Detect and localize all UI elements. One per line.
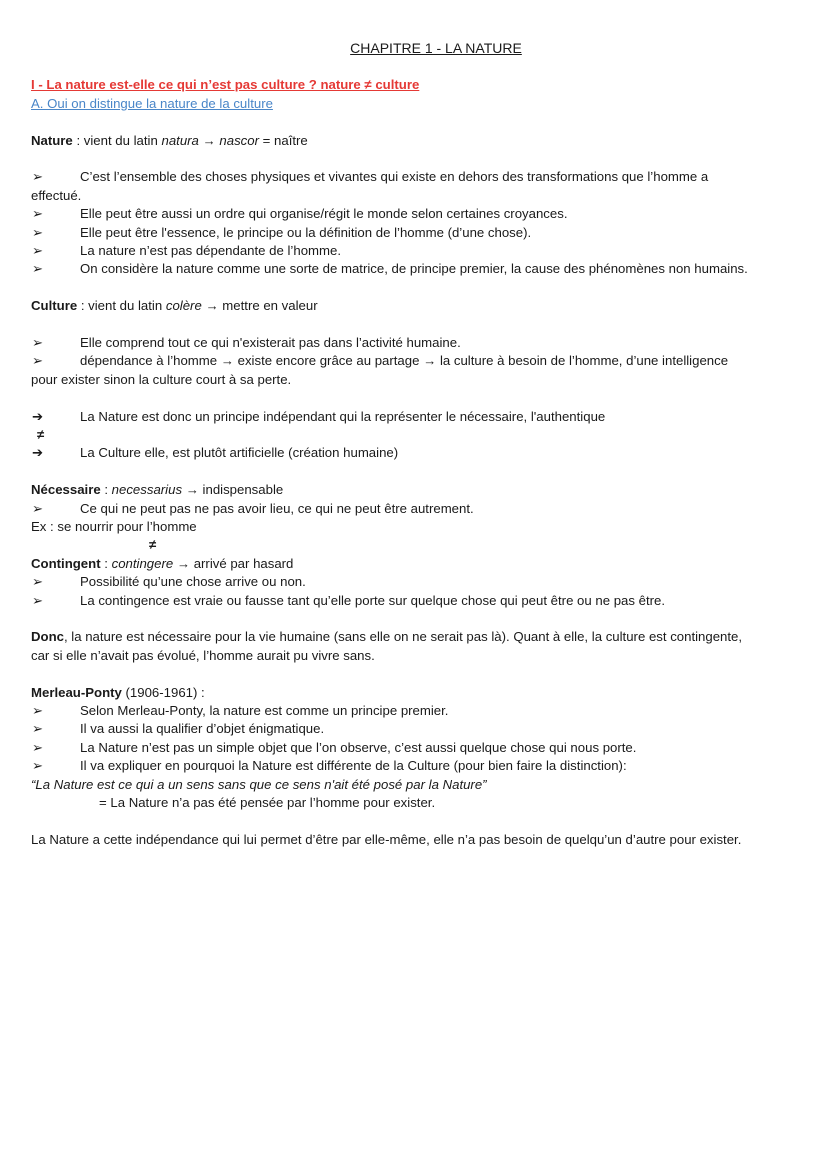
arrow-icon: ➔ <box>32 408 44 424</box>
list-item: ➢ Possibilité qu’une chose arrive ou non. <box>31 573 801 591</box>
term-culture: Culture <box>31 298 78 314</box>
summary-item: ➔ La Culture elle, est plutôt artificielle (création humaine) <box>31 444 801 462</box>
list-item: ➢ La nature n’est pas dépendante de l’homme. <box>31 242 801 260</box>
merleau-ponty-heading: Merleau-Ponty (1906-1961) : <box>31 684 205 700</box>
bullet-icon: ➢ <box>32 500 44 516</box>
list-item: ➢ Elle peut être aussi un ordre qui organise/régit le monde selon certaines croyances. <box>31 205 801 223</box>
bullet-icon: ➢ <box>32 224 44 240</box>
quote: “La Nature est ce qui a un sens sans que ce sens n'ait été posé par la Nature” <box>31 776 487 792</box>
list-item: ➢ Il va aussi la qualifier d’objet énigmatique. <box>31 720 801 738</box>
list-item: ➢ Selon Merleau-Ponty, la nature est comme un principe premier. <box>31 702 801 720</box>
term-necessaire: Nécessaire <box>31 482 101 498</box>
bullet-icon: ➢ <box>32 169 44 185</box>
bullet-icon: ➢ <box>32 574 44 590</box>
list-item: ➢ La contingence est vraie ou fausse tant qu’elle porte sur quelque chose qui peut être ou ne pas être. <box>31 592 801 610</box>
list-item: ➢ Elle comprend tout ce qui n'existerait pas dans l’activité humaine. <box>31 334 801 352</box>
nature-definition: Nature : vient du latin natura → nascor = naître <box>31 132 308 148</box>
not-equal-sign: ≠ <box>149 537 157 553</box>
list-item: ➢ La Nature n’est pas un simple objet que l’on observe, c’est aussi quelque chose qui nous porte. <box>31 739 801 757</box>
list-item: ➢ Ce qui ne peut pas ne pas avoir lieu, ce qui ne peut être autrement. <box>31 500 801 518</box>
bullet-icon: ➢ <box>32 206 44 222</box>
document-page <box>31 38 801 849</box>
arrow-icon: ➔ <box>32 445 44 461</box>
list-item: ➢ On considère la nature comme une sorte de matrice, de principe premier, la cause des phénomènes non humains. <box>31 260 801 278</box>
bullet-icon: ➢ <box>32 739 44 755</box>
list-item: ➢ dépendance à l’homme → existe encore grâce au partage → la culture à besoin de l’homme, d’une intelligence <box>31 352 801 370</box>
contingent-definition: Contingent : contingere → arrivé par hasard <box>31 555 294 571</box>
bullet-icon: ➢ <box>32 703 44 719</box>
list-item: ➢ Elle peut être l'essence, le principe ou la définition de l’homme (d’une chose). <box>31 224 801 242</box>
conclusion-paragraph: La Nature a cette indépendance qui lui permet d’être par elle-même, elle n’a pas besoin de quelqu’un d’autre pour exister. <box>31 831 742 847</box>
bullet-icon: ➢ <box>32 721 44 737</box>
bullet-icon: ➢ <box>32 353 44 369</box>
list-item-continuation: pour exister sinon la culture court à sa perte. <box>31 371 292 387</box>
example-line: Ex : se nourrir pour l’homme <box>31 519 197 535</box>
term-nature: Nature <box>31 132 73 148</box>
section-heading: I - La nature est-elle ce qui n’est pas culture ? nature ≠ culture <box>31 77 420 93</box>
term-contingent: Contingent <box>31 555 101 571</box>
list-item-continuation: effectué. <box>31 187 82 203</box>
donc-paragraph-continuation: car si elle n’avait pas évolué, l’homme aurait pu vivre sans. <box>31 647 375 663</box>
term-merleau-ponty: Merleau-Ponty <box>31 684 122 700</box>
bullet-icon: ➢ <box>32 592 44 608</box>
not-equal-sign: ≠ <box>37 427 45 443</box>
list-item: ➢ C’est l’ensemble des choses physiques et vivantes qui existe en dehors des transformations que l’homme a <box>31 168 801 186</box>
donc-paragraph: Donc, la nature est nécessaire pour la vie humaine (sans elle on ne serait pas là). Quant à elle, la culture est contingente, <box>31 629 743 645</box>
subsection-heading: A. Oui on distingue la nature de la culture <box>31 95 273 111</box>
bullet-icon: ➢ <box>32 335 44 351</box>
bullet-icon: ➢ <box>32 243 44 259</box>
culture-definition: Culture : vient du latin colère → mettre en valeur <box>31 298 318 314</box>
necessaire-definition: Nécessaire : necessarius → indispensable <box>31 482 284 498</box>
term-donc: Donc <box>31 629 64 645</box>
summary-item: ➔ La Nature est donc un principe indépendant qui la représenter le nécessaire, l'authentique <box>31 408 801 426</box>
bullet-icon: ➢ <box>32 261 44 277</box>
list-item: ➢ Il va expliquer en pourquoi la Nature est différente de la Culture (pour bien faire la distinction): <box>31 757 801 775</box>
page-title: CHAPITRE 1 - LA NATURE <box>350 40 522 56</box>
quote-explanation: = La Nature n’a pas été pensée par l’homme pour exister. <box>99 795 436 811</box>
bullet-icon: ➢ <box>32 758 44 774</box>
